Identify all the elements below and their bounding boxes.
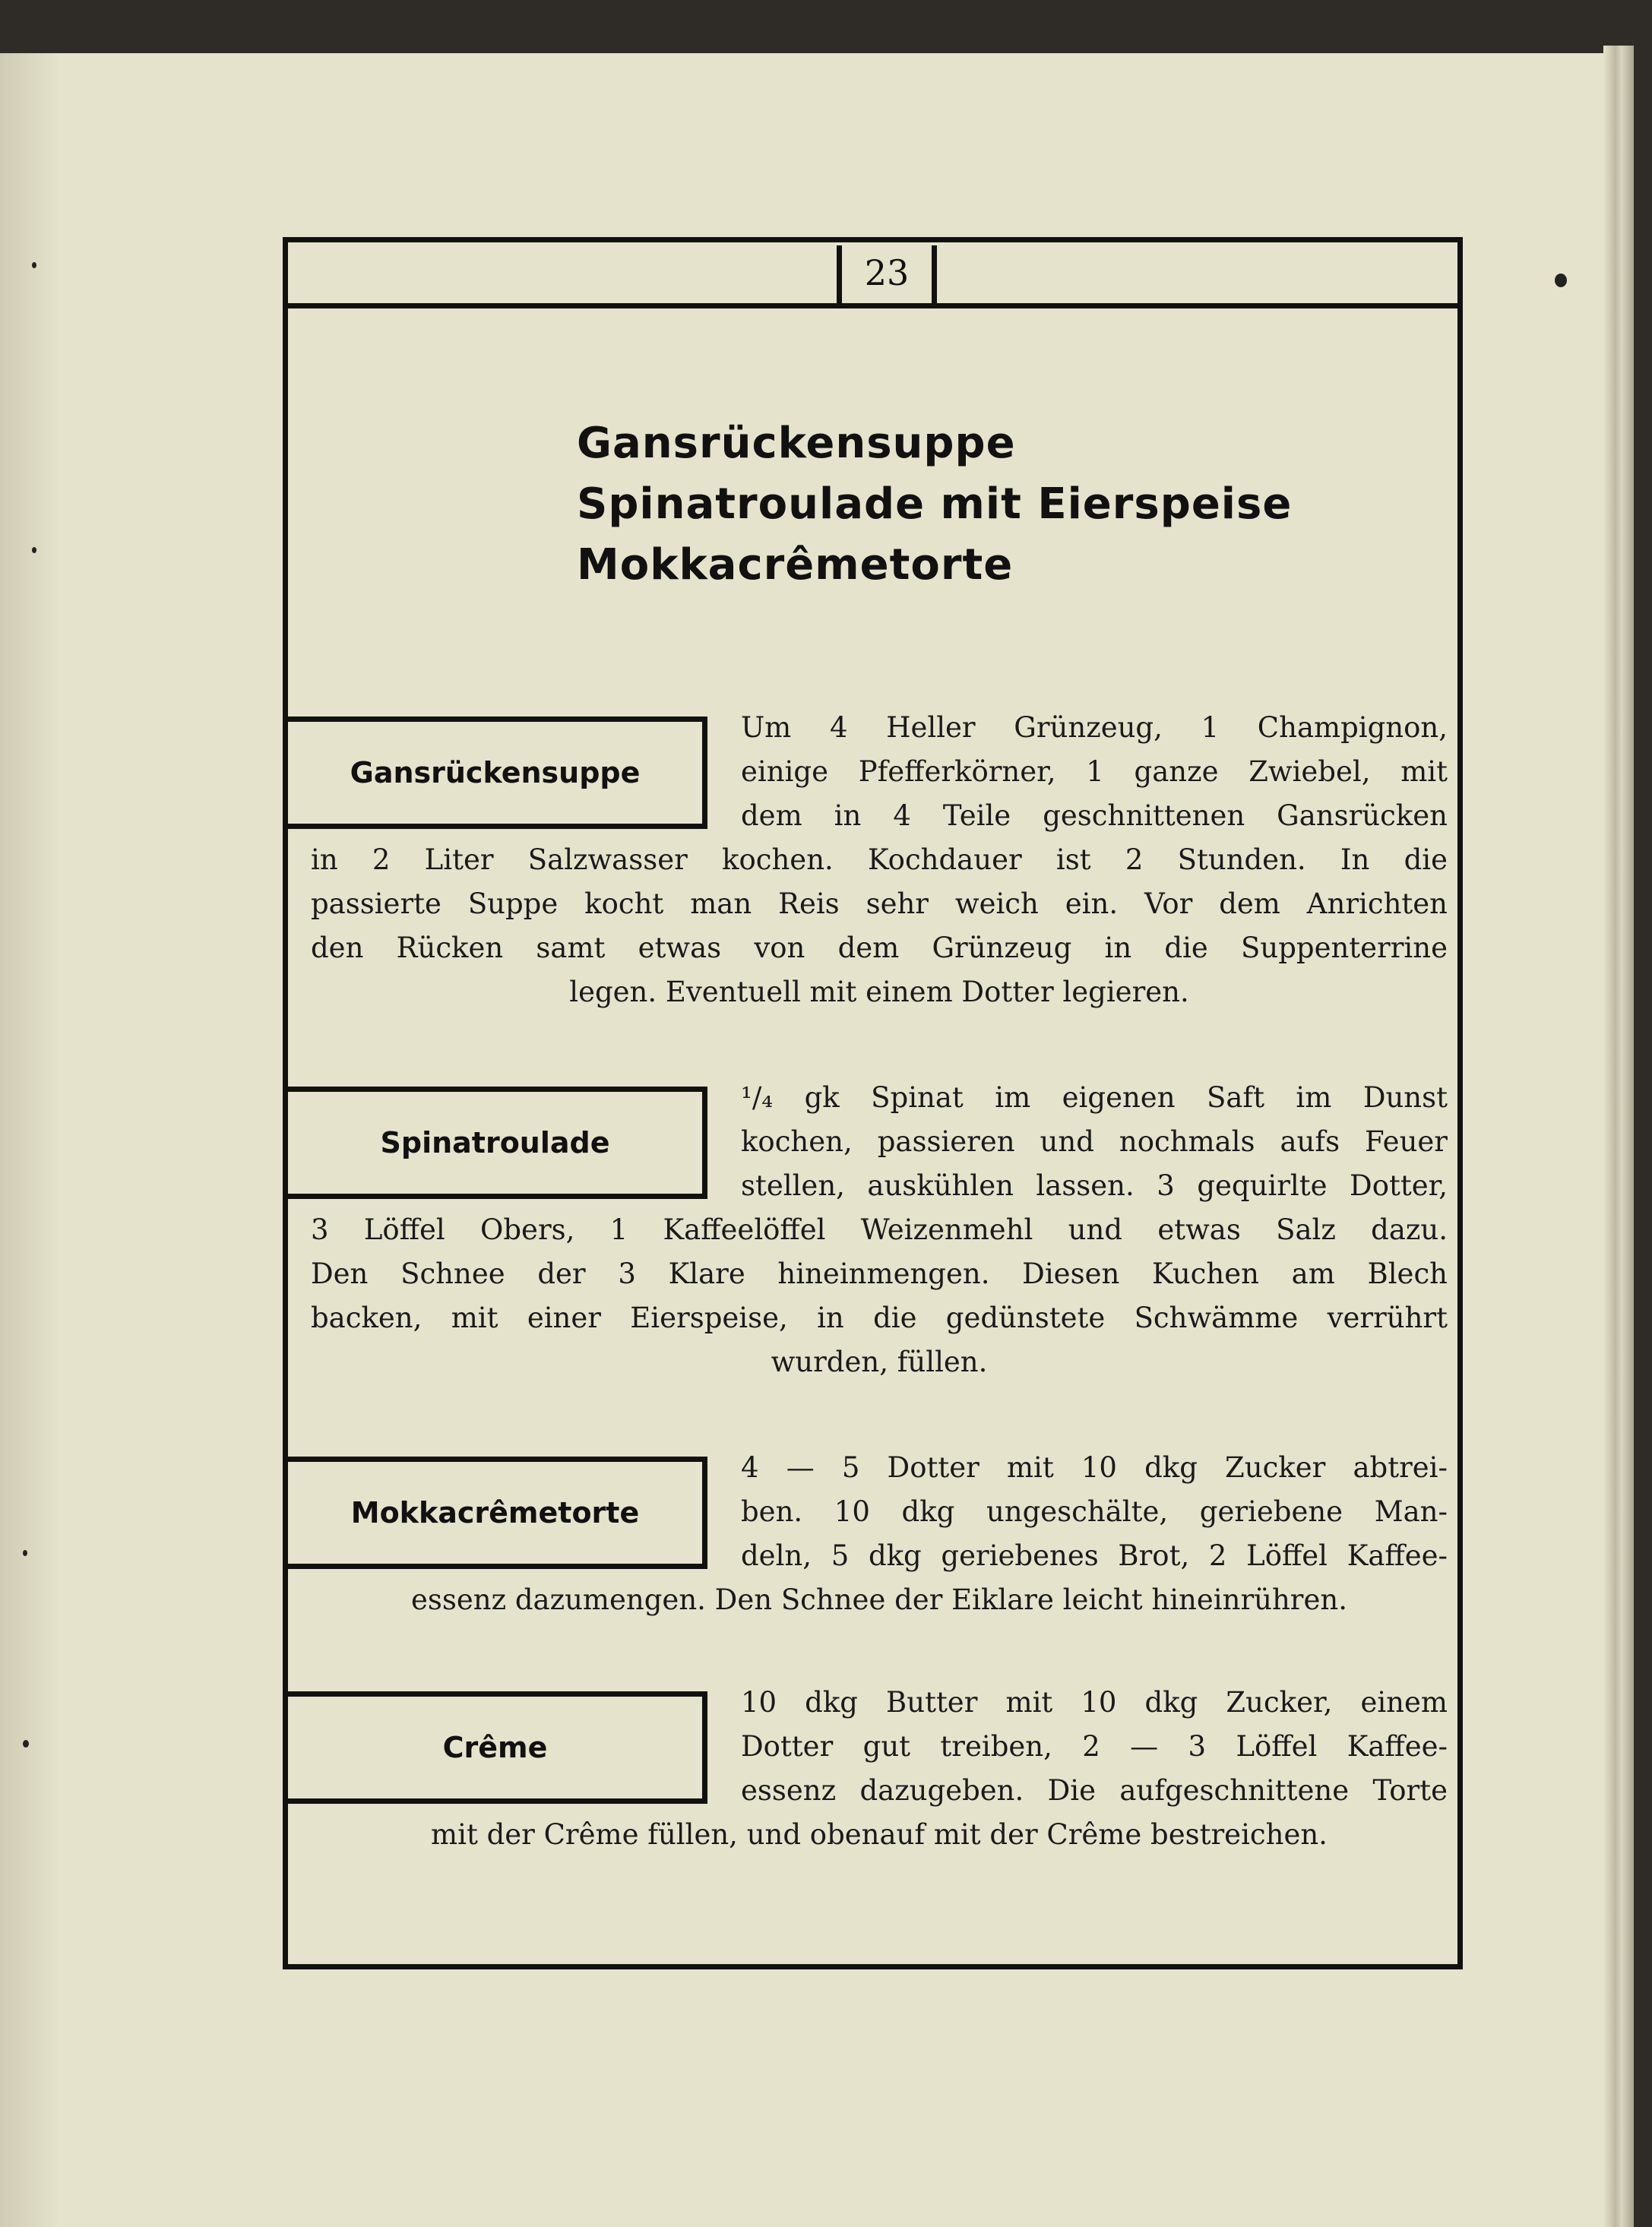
menu-titles	[577, 413, 1292, 596]
text-line: Um 4 Heller Grünzeug, 1 Champignon,	[741, 711, 1448, 744]
recipe-body-text	[311, 1208, 1448, 1384]
text-line: deln, 5 dkg geriebenes Brot, 2 Löffel Kaffee-	[741, 1539, 1448, 1572]
text-line: wurden, füllen.	[771, 1346, 988, 1378]
paper-speck	[32, 547, 36, 553]
text-line: essenz dazumengen. Den Schnee der Eiklare leicht hineinrühren.	[411, 1583, 1347, 1616]
recipe-label: Gansrückensuppe	[288, 716, 707, 829]
text-line: passierte Suppe kocht man Reis sehr weich ein. Vor dem Anrichten	[311, 887, 1448, 920]
text-line: einige Pfefferkörner, 1 ganze Zwiebel, mit	[741, 755, 1448, 788]
text-line: kochen, passieren und nochmals aufs Feuer	[741, 1125, 1448, 1158]
text-line: in 2 Liter Salzwasser kochen. Kochdauer ist 2 Stunden. In die	[311, 843, 1448, 876]
menu-title: Mokkacrêmetorte	[577, 540, 1014, 590]
menu-title: Spinatroulade mit Eierspeise	[577, 479, 1293, 529]
paper-speck	[23, 1550, 27, 1556]
recipe-body-text	[311, 838, 1448, 1014]
text-line: 10 dkg Butter mit 10 dkg Zucker, einem	[741, 1686, 1448, 1719]
header-rule	[288, 303, 1457, 308]
page-edge	[1603, 46, 1634, 2227]
paper-speck	[23, 1740, 29, 1748]
recipe-side-text	[741, 706, 1448, 838]
menu-title: Gansrückensuppe	[577, 419, 1016, 468]
menu-frame	[283, 237, 1463, 1969]
text-line: Den Schnee der 3 Klare hineinmengen. Diesen Kuchen am Blech	[311, 1257, 1448, 1290]
text-line: den Rücken samt etwas von dem Grünzeug in die Suppenterrine	[311, 932, 1448, 964]
text-line: 3 Löffel Obers, 1 Kaffeelöffel Weizenmehl und etwas Salz dazu.	[311, 1213, 1448, 1246]
recipe-label: Spinatroulade	[288, 1087, 707, 1199]
recipe-body-text	[311, 1578, 1448, 1622]
page-number: 23	[837, 245, 937, 303]
page-gutter	[0, 53, 61, 2227]
text-line: ben. 10 dkg ungeschälte, geriebene Man-	[741, 1495, 1448, 1528]
text-line: 4 — 5 Dotter mit 10 dkg Zucker abtrei-	[741, 1451, 1448, 1484]
paper-speck	[32, 262, 36, 268]
recipe-label: Crême	[288, 1691, 707, 1804]
text-line: legen. Eventuell mit einem Dotter legieren.	[569, 976, 1189, 1008]
text-line: backen, mit einer Eierspeise, in die gedünstete Schwämme verrührt	[311, 1302, 1448, 1334]
text-line: stellen, auskühlen lassen. 3 gequirlte Dotter,	[741, 1169, 1448, 1202]
recipe-side-text	[741, 1076, 1448, 1208]
recipe-side-text	[741, 1681, 1448, 1813]
text-line: ¹/₄ gk Spinat im eigenen Saft im Dunst	[741, 1081, 1448, 1114]
recipe-label: Mokkacrêmetorte	[288, 1457, 707, 1569]
text-line: dem in 4 Teile geschnittenen Gansrücken	[741, 799, 1448, 832]
text-line: Dotter gut treiben, 2 — 3 Löffel Kaffee-	[741, 1730, 1448, 1763]
text-line: essenz dazugeben. Die aufgeschnittene Torte	[741, 1774, 1448, 1807]
recipe-body-text	[311, 1813, 1448, 1857]
recipe-side-text	[741, 1446, 1448, 1578]
text-line: mit der Crême füllen, und obenauf mit der Crême bestreichen.	[431, 1818, 1328, 1851]
paper-speck	[1555, 274, 1567, 287]
